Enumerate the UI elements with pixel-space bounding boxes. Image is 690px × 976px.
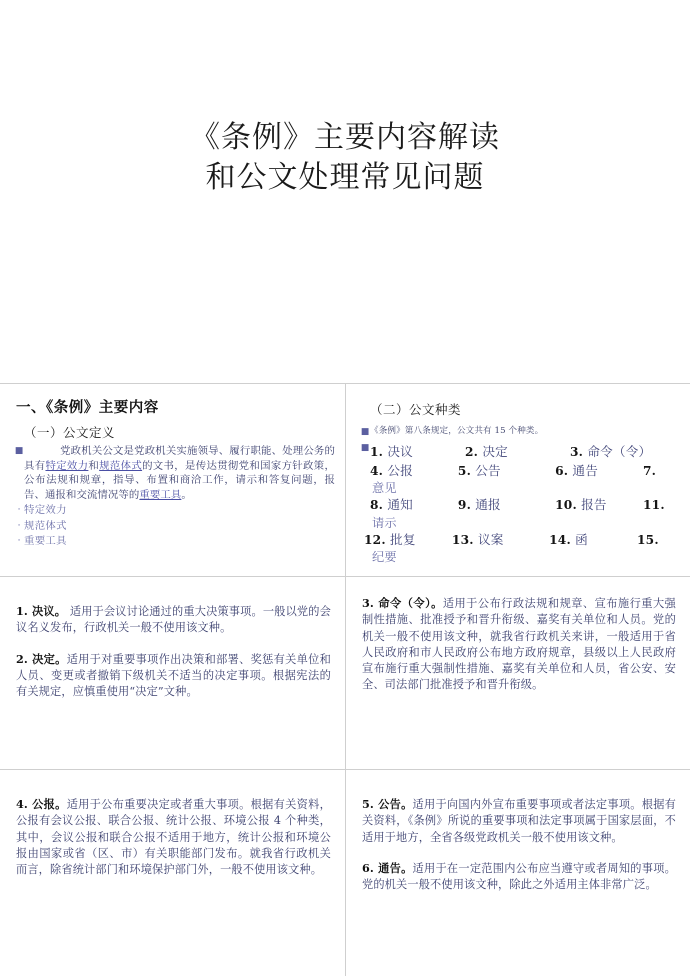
slide-row-2 xyxy=(0,576,690,769)
slide-document-types[interactable] xyxy=(345,383,690,576)
type-item-4[interactable]: 4. 公报 xyxy=(370,462,413,478)
type-item-1[interactable]: 1. 决议 xyxy=(370,444,413,459)
paragraph-lead: 5. 公告。 xyxy=(362,797,413,811)
bullet-dot-icon: · xyxy=(17,536,21,547)
document-types-list xyxy=(364,443,680,565)
paragraph-decision xyxy=(16,651,331,701)
types-line-4 xyxy=(364,531,674,550)
paragraph-lead: 6. 通告。 xyxy=(362,860,413,875)
paragraph-lead: 1. 决议。 xyxy=(16,604,67,618)
bullet-dot-icon: ■ xyxy=(14,446,24,456)
types-count-note: 《条例》第八条规定，公文共有 15 个种类。 xyxy=(370,426,544,436)
subsection-heading-definition: （一）公文定义 xyxy=(24,425,116,440)
slide-grid xyxy=(0,383,690,976)
subsection-heading-types: （二）公文种类 xyxy=(370,402,462,417)
slide-row-3 xyxy=(0,769,690,976)
slide-order[interactable] xyxy=(345,576,690,769)
type-item-14[interactable]: 14. 函 xyxy=(549,531,588,547)
paragraph-notice xyxy=(362,860,676,894)
type-item-10[interactable]: 10. 报告 xyxy=(555,497,607,512)
bullet-dot-icon: · xyxy=(17,505,21,516)
type-item-7-number[interactable]: 7. xyxy=(642,463,657,478)
title-line-2: 和公文处理常见问题 xyxy=(205,159,485,195)
deck-title xyxy=(0,118,690,197)
slide-main-contents[interactable] xyxy=(0,383,345,576)
paragraph-body: 适用于对重要事项作出决策和部署、奖惩有关单位和人员、变更或者撤销下级机关不适当的决定事项。根据宪法的有关规定，应慎重使用“决定”文种。 xyxy=(16,652,331,699)
slide-resolution-decision[interactable] xyxy=(0,576,345,769)
type-item-13[interactable]: 13. 议案 xyxy=(451,531,504,547)
bullet-dot-icon: · xyxy=(17,520,21,531)
type-item-11-label[interactable]: 请示 xyxy=(372,515,397,530)
type-item-9[interactable]: 9. 通报 xyxy=(457,497,501,512)
slide-bulletin[interactable] xyxy=(0,769,345,976)
type-item-5[interactable]: 5. 公告 xyxy=(457,462,501,478)
paragraph-body: 适用于在一定范围内公布应当遵守或者周知的事项。党的机关一般不使用该文种，除此之外适用主体非常广泛。 xyxy=(362,861,676,892)
paragraph-order xyxy=(362,595,676,694)
slide-title xyxy=(0,0,690,383)
link-important-tool[interactable]: 重要工具 xyxy=(139,488,182,501)
paragraph-resolution xyxy=(16,603,331,637)
paragraph-body: 适用于公布重要决定或者重大事项。根据有关资料，公报有会议公报、联合公报、统计公报、环境公报 4 个种类，其中，会议公报和联合公报不适用于地方，统计公报和环境公报由国家或省（区、市）有关职能部门发布。就我省行政机关而言，除省统计部门和环境保护部门外，一般不使用该文种。 xyxy=(16,798,331,877)
type-item-6[interactable]: 6. 通告 xyxy=(555,462,599,478)
paragraph-announcement xyxy=(362,796,676,846)
paragraph-body: 适用于向国内外宣布重要事项或者法定事项。根据有关资料，《条例》所说的重要事项和法定事项属于国家层面，不适用于地方，全省各级党政机关一般不使用该文种。 xyxy=(362,798,676,844)
type-item-2[interactable]: 2. 决定 xyxy=(465,444,508,459)
bullet-dot-icon: ■ xyxy=(360,427,370,437)
paragraph-lead: 2. 决定。 xyxy=(16,651,67,666)
keyword-label: 特定效力 xyxy=(24,504,67,517)
paragraph-body: 适用于会议讨论通过的重大决策事项。一般以党的会议名义发布，行政机关一般不使用该文种。 xyxy=(16,605,331,635)
paragraph-lead: 4. 公报。 xyxy=(16,797,67,811)
type-item-11-number[interactable]: 11. xyxy=(642,498,665,512)
section-heading-1: 一、《条例》主要内容 xyxy=(16,399,159,416)
link-standard-format[interactable]: 规范体式 xyxy=(99,459,143,472)
types-line-3 xyxy=(370,496,680,515)
slide-announcement-notice[interactable] xyxy=(345,769,690,976)
paragraph-body: 适用于公布行政法规和规章、宣布施行重大强制性措施、批准授予和晋升衔级、嘉奖有关单位和人员。党的机关一般不使用该文种，就我省行政机关来讲，一般适用于省人民政府和市人民政府公布地方政府规章，县级以上人民政府宣布施行重大强制性措施、嘉奖有关单位和人员，省公安、安全、司法部门批准授予和晋升衔级。 xyxy=(362,597,676,692)
bullet-dot-icon: ■ xyxy=(360,443,370,453)
type-item-12[interactable]: 12. 批复 xyxy=(364,531,416,547)
types-note-row xyxy=(356,425,680,440)
types-list-row xyxy=(356,441,680,565)
definition-bullet-row xyxy=(10,444,335,502)
slide-row-1 xyxy=(0,383,690,576)
types-line-1 xyxy=(370,443,680,462)
keyword-label: 重要工具 xyxy=(24,535,67,548)
paragraph-bulletin xyxy=(16,796,331,878)
keyword-label: 规范体式 xyxy=(24,519,67,532)
types-line-2 xyxy=(370,462,680,481)
definition-keyword-3[interactable] xyxy=(10,534,335,550)
definition-keyword-1[interactable] xyxy=(10,503,335,519)
link-specific-effect[interactable]: 特定效力 xyxy=(45,459,89,472)
definition-keyword-2[interactable] xyxy=(10,519,335,535)
type-item-7-label[interactable]: 意见 xyxy=(372,481,397,495)
type-item-3[interactable]: 3. 命令（令） xyxy=(570,444,652,459)
definition-paragraph: 党政机关公文是党政机关实施领导、履行职能、处理公务的具有特定效力和规范体式的文书，是传达贯彻党和国家方针政策，公布法规和规章，指导、布置和商洽工作，请示和答复问题，报告、通报和交流情况等的重要工具。 xyxy=(24,445,335,501)
type-item-15-number[interactable]: 15. xyxy=(636,532,659,547)
paragraph-lead: 3. 命令（令）。 xyxy=(362,596,443,610)
type-item-8[interactable]: 8. 通知 xyxy=(370,497,413,512)
type-item-15-label[interactable]: 纪要 xyxy=(372,550,397,564)
title-line-1: 《条例》主要内容解读 xyxy=(190,120,500,155)
